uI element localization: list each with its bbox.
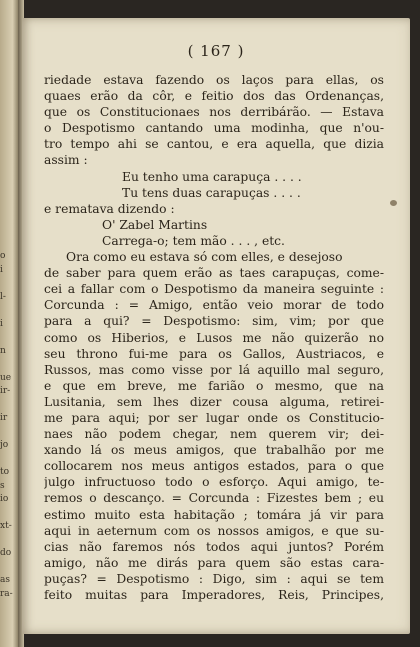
facing-page-fragment: s — [0, 480, 5, 491]
facing-page-fragment: as — [0, 575, 10, 585]
text-line: como os Hiberios, e Lusos me não quizerão no — [44, 330, 384, 345]
facing-page-fragment: n — [0, 345, 6, 356]
text-line: cias não faremos nós todos aqui juntos? Porém — [44, 539, 384, 554]
text-line: collocarem nos meus antigos estados, para o que — [44, 459, 384, 474]
facing-page-fragment: ir — [0, 413, 8, 423]
facing-page-fragment — [0, 358, 14, 372]
page-body-text — [44, 72, 384, 603]
text-line: O' Zabel Martins — [102, 217, 208, 232]
facing-page-fragment: i — [0, 264, 3, 275]
facing-page-text-fragments — [0, 250, 14, 601]
book-page — [22, 18, 410, 634]
facing-page-fragment: ue — [0, 372, 12, 383]
text-line: e que em breve, me farião o mesmo, que na — [44, 378, 384, 393]
text-line: e rematava dizendo : — [44, 201, 175, 216]
text-line: tro tempo ahi se cantou, e era aquella, que dizia — [44, 137, 384, 152]
text-line: amigo, não me dirás para quem são estas cara- — [44, 555, 384, 570]
facing-page-fragment: ir- — [0, 386, 11, 396]
facing-page-fragment: l- — [0, 291, 6, 302]
facing-page-fragment: do — [0, 548, 12, 558]
facing-page-fragment — [0, 399, 14, 413]
text-line: que os Constitucionaes nos derribárão. — Estava — [44, 105, 384, 120]
ink-blot — [390, 200, 397, 206]
text-line: Russos, mas como visse por lá aquillo mal seguro, — [44, 362, 384, 377]
facing-page-fragment — [0, 561, 14, 575]
text-line: Ora como eu estava só com elles, e desejoso — [66, 250, 343, 265]
text-line: feito muitas para Imperadores, Reis, Principes, — [44, 588, 384, 602]
text-line: seu throno fui-me para os Gallos, Austriacos, e — [44, 346, 384, 361]
facing-page-fragment: to — [0, 467, 10, 477]
text-line: cei a fallar com o Despotismo da maneira seguinte : — [44, 282, 384, 297]
text-line: me para aqui; por ser lugar onde os Constitucio- — [44, 410, 384, 425]
text-line: Lusitania, sem lhes dizer cousa alguma, retirei- — [44, 394, 384, 409]
facing-page-fragment — [0, 453, 14, 467]
text-line: o Despotismo cantando uma modinha, que n'ou- — [44, 121, 384, 136]
facing-page-fragment: xt- — [0, 521, 12, 531]
facing-page-fragment — [0, 331, 14, 345]
facing-page-fragment: jo — [0, 440, 9, 450]
facing-page-fragment: i — [0, 318, 3, 329]
text-line: Tu tens duas carapuças . . . . — [122, 185, 301, 200]
text-line: xando lá os meus amigos, que trabalhão por me — [44, 443, 384, 458]
text-line: remos o descanço. = Corcunda : Fizestes bem ; eu — [44, 491, 384, 506]
text-line: julgo infructuoso todo o esforço. Aqui amigo, te- — [44, 475, 384, 490]
text-line: Carrega-o; tem mão . . . , etc. — [102, 233, 285, 248]
text-line: de saber para quem erão as taes carapuças, come- — [44, 266, 384, 281]
facing-page-fragment — [0, 507, 14, 521]
text-line: quaes erão da côr, e feitio dos das Ordenanças, — [44, 89, 384, 104]
facing-page-fragment: ra- — [0, 588, 13, 599]
text-line: assim : — [44, 153, 88, 168]
facing-page-fragment — [0, 426, 14, 440]
facing-page-fragment: o — [0, 251, 6, 261]
text-line: para a qui? = Despotismo: sim, vim; por que — [44, 314, 384, 329]
facing-page-fragment — [0, 277, 14, 291]
facing-page-fragment — [0, 304, 14, 318]
text-line: puças? = Despotismo : Digo, sim : aqui se tem — [44, 571, 384, 586]
facing-page-fragment — [0, 534, 14, 548]
text-line: estimo muito esta habitação ; tomára já vir para — [44, 507, 384, 522]
text-line: naes não podem chegar, nem querem vir; dei- — [44, 427, 384, 442]
text-line: riedade estava fazendo os laços para ellas, os — [44, 73, 384, 87]
text-line: aqui in aeternum com os nossos amigos, e que su- — [44, 523, 384, 538]
text-line: Corcunda : = Amigo, então veio morar de todo — [44, 298, 384, 313]
facing-page-fragment: io — [0, 494, 9, 504]
page-number: ( 167 ) — [187, 42, 245, 60]
text-line: Eu tenho uma carapuça . . . . — [122, 169, 302, 184]
